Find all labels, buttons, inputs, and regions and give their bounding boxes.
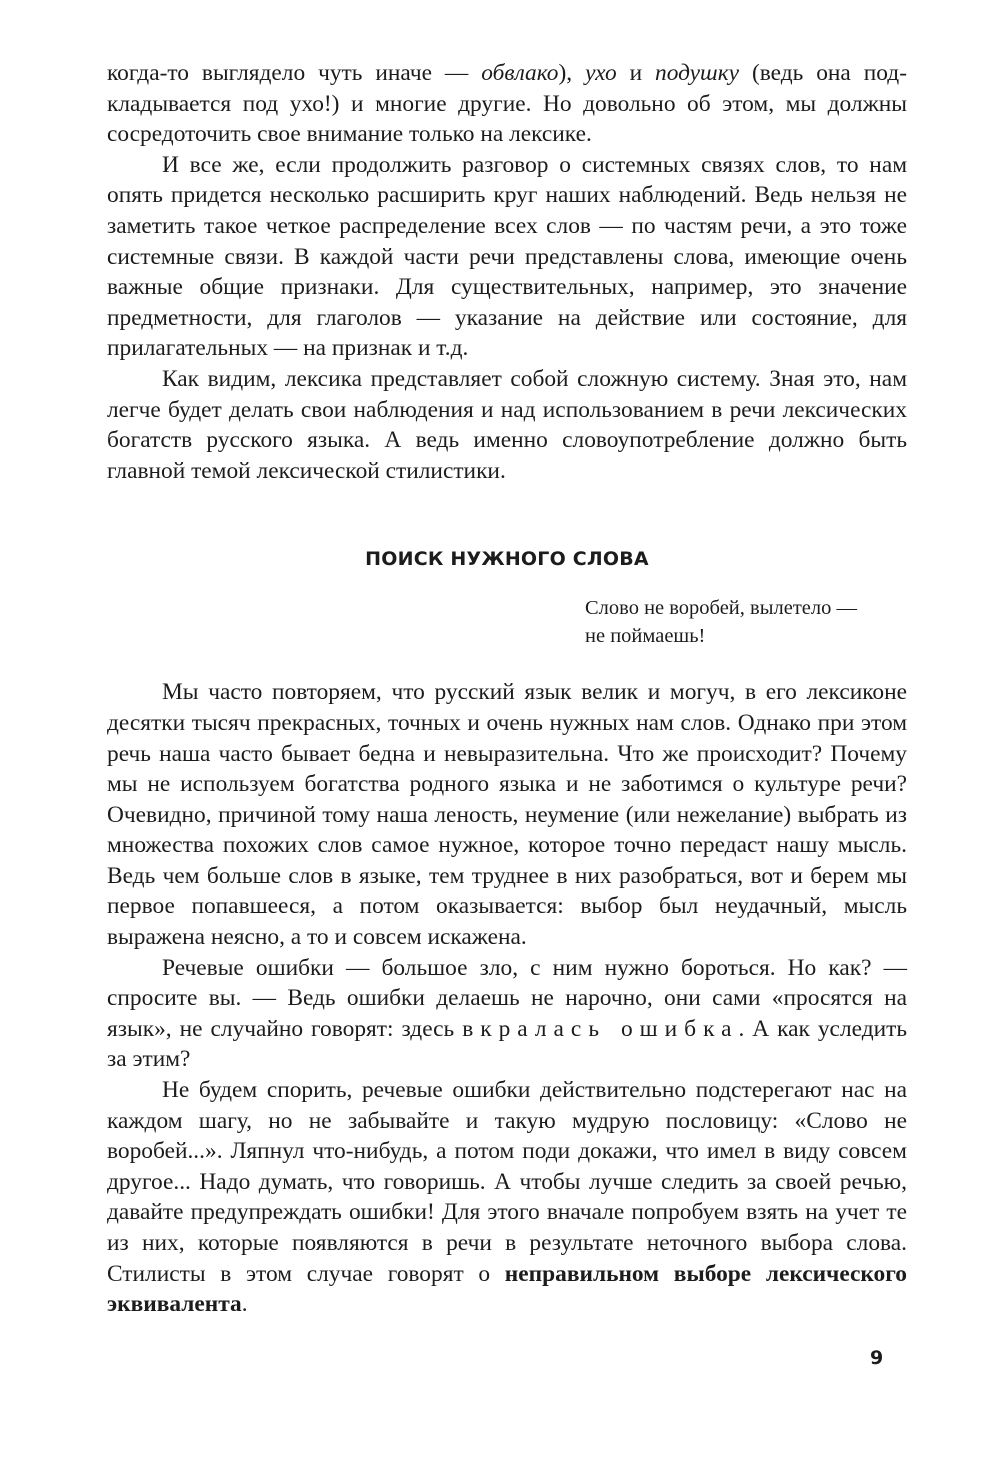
text-run: (ведь она подкладывается под ухо!) и многие другие. Но довольно об этом, мы должны сосредоточить свое внимание только на лексике. <box>107 60 907 148</box>
page-body <box>107 58 907 1320</box>
text-run: . А как уследить за этим? <box>107 1015 907 1073</box>
paragraph-2: И все же, если продолжить разговор о системных связях слов, то нам опять придется несколько расширить круг наших наблюдений. Ведь нельзя не заметить такое четкое распределение всех слов — по частям речи, а это тоже системные связи. В каждой части речи представлены слова, имеющие очень важные общие признаки. Для существительных, например, это значение предметности, для глаголов — указание на действие или состояние, для прилагательных — на признак и т.д. <box>107 151 907 362</box>
text-run: . <box>241 1291 248 1318</box>
text-run: Речевые ошибки — большое зло, с ним нужно бороться. Но как? — спросите вы. — Ведь ошибки делаешь не нарочно, они сами «просятся на язык», не случайно говорят: здесь <box>107 954 907 1042</box>
text-run: ), <box>558 60 586 86</box>
text-run: Не будем спорить, речевые ошибки действительно подстерегают нас на каждом шагу, но не забывайте и такую мудрую пословицу: «Слово не воробей...». Ляпнул что-нибудь, а потом поди докажи, что имел в виду совсем другое... Надо думать, что говоришь. А чтобы лучше следить за своей речью, давайте предупреждать ошибки! Для этого вначале попробуем взять на учет те из них, которые появляются в речи в результате неточного выбора слова. Стилисты в этом случае говорят о <box>107 1077 907 1287</box>
italic-word: обвлако <box>481 60 559 86</box>
spaced-emphasis: вкралась ошибка <box>462 1015 739 1042</box>
section-heading: ПОИСК НУЖНОГО СЛОВА <box>365 548 649 571</box>
paragraph-1 <box>107 58 907 150</box>
paragraph-3: Как видим, лексика представляет собой сложную систему. Зная это, нам легче будет делать свои наблюдения и над использованием в речи лексических богатств русского языка. А ведь именно словоупотребление должно быть главной темой лексической стилистики. <box>107 365 907 484</box>
epigraph-line-2: не поймаешь! <box>585 625 706 648</box>
text-run: и <box>616 60 656 86</box>
bold-term: неправильном выборе лексического эквивалента <box>107 1260 907 1318</box>
page-number: 9 <box>870 1347 884 1369</box>
text-run: когда-то выглядело чуть иначе — <box>107 60 482 86</box>
epigraph-line-1: Слово не воробей, вылетело — <box>585 597 857 620</box>
paragraph-4: Мы часто повторяем, что русский язык велик и могуч, в его лексиконе десятки тысяч прекрасных, точных и очень нужных нам слов. Однако при этом речь наша часто бывает бедна и невыразительна. Что же происходит? Почему мы не используем богатства родного языка и не заботимся о культуре речи? Очевидно, причиной тому наша леность, неумение (или нежелание) выбрать из множества похожих слов самое нужное, которое точно передаст нашу мысль. Ведь чем больше слов в языке, тем труднее в них разобраться, вот и берем мы первое попавшееся, а потом оказывается: выбор был неудачный, мысль выражена неясно, а то и совсем искажена. <box>107 679 907 951</box>
italic-word: подушку <box>655 60 740 86</box>
paragraph-6 <box>107 1075 907 1320</box>
italic-word: ухо <box>585 60 617 86</box>
paragraph-5 <box>107 953 907 1075</box>
epigraph <box>585 594 907 650</box>
